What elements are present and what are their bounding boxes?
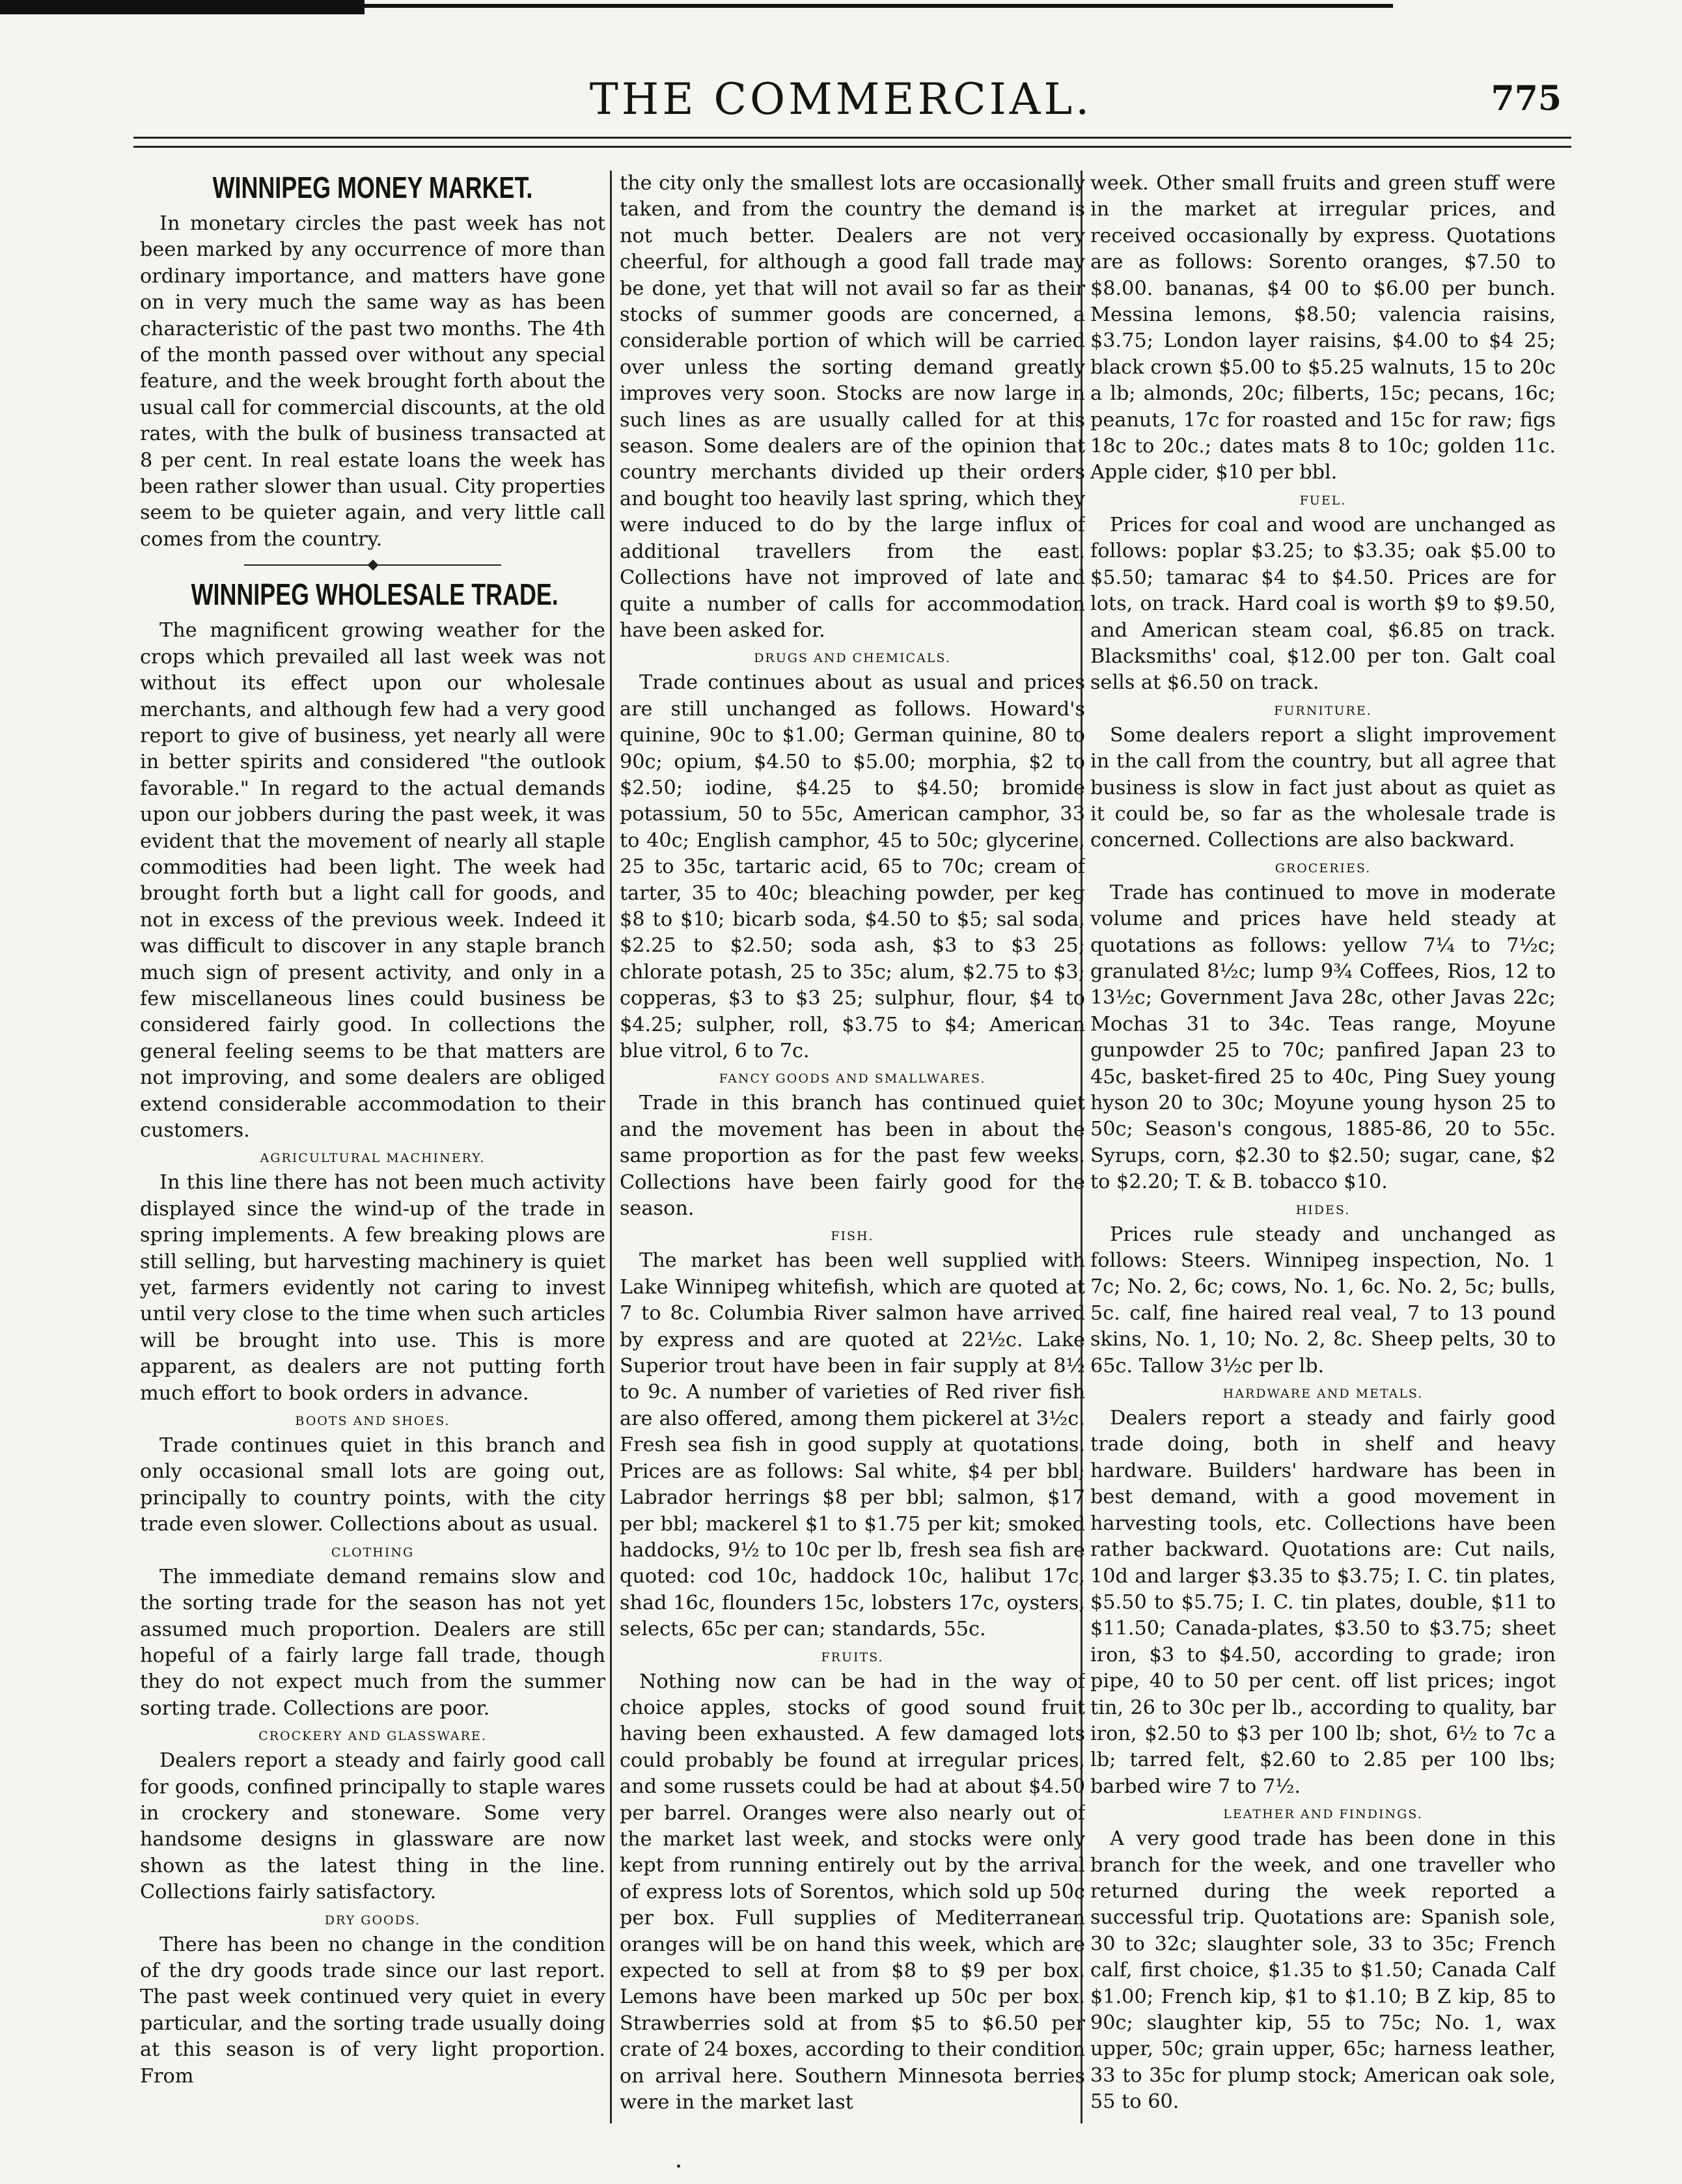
crockery-paragraph: Dealers report a steady and fairly good call for goods, confined principally to staple wares in crockery and stoneware. Some very handsome designs in glassware are now shown as the latest thing in the line. Collections fairly satisfactory. [140,1749,605,1904]
drugs-chemicals-heading: DRUGS AND CHEMICALS. [754,651,951,666]
page-number: 775 [1491,79,1562,118]
money-market-heading: WINNIPEG MONEY MARKET. [212,171,533,204]
fish-heading: FISH. [831,1229,874,1244]
header-rule-bottom [133,146,1571,148]
groceries-heading: GROCERIES. [1275,861,1372,876]
masthead-title: THE COMMERCIAL. [589,74,1093,124]
wholesale-trade-heading: WINNIPEG WHOLESALE TRADE. [191,577,558,612]
fancy-goods-paragraph: Trade in this branch has continued quiet and the movement has been in about the same proportion as for the past few weeks. Collections have been fairly good for the season. [620,1092,1085,1221]
fruits-continued-paragraph: week. Other small fruits and green stuff were in the market at irregular prices, and received occasionally by express. Quotations are as follows: Sorento oranges, $7.50 to $8.00. bananas, $4 00 to $6.00 per bunch. Messina lemons, $8.50; valencia raisins, $3.75; London layer raisins, $4.00 to $4 25; black crown $5.00 to $5.25 walnuts, 15 to 20c a lb; almonds, 20c; filberts, 15c; pecans, 16c; peanuts, 17c for roasted and 15c for raw; figs 18c to 20c.; dates mats 8 to 10c; golden 11c. Apple cider, $10 per bbl. [1090,172,1556,484]
column-1 [140,171,605,2143]
divider-diamond [367,560,378,571]
fruits-heading: FRUITS. [821,1650,884,1665]
boots-shoes-paragraph: Trade continues quiet in this branch and only occasional small lots are going out, principally to country points, with the city trade even slower. Collections about as usual. [140,1434,605,1536]
fancy-goods-heading: FANCY GOODS AND SMALLWARES. [719,1071,986,1086]
section-divider [140,553,605,577]
crockery-heading: CROCKERY AND GLASSWARE. [258,1729,487,1744]
boots-shoes-heading: BOOTS AND SHOES. [295,1414,450,1429]
money-market-paragraph: In monetary circles the past week has not been marked by any occurrence of more than ordinary importance, and matters have gone on in very much the same way as has been characteristic of the past two months. The 4th of the month passed over without any special feature, and the week brought forth about the usual call for commercial discounts, at the old rates, with the bulk of business transacted at 8 per cent. In real estate loans the week has been rather slower than usual. City properties seem to be quieter again, and very little call comes from the country. [140,212,605,551]
clothing-heading: CLOTHING [331,1545,415,1560]
groceries-paragraph: Trade has continued to move in moderate volume and prices have held steady at quotations as follows: yellow 7¼ to 7½c; granulated 8½c; lump 9¾ Coffees, Rios, 12 to 13½c; Government Java 28c, other Javas 22c; Mochas 31 to 34c. Teas range, Moyune gunpowder 25 to 70c; panfired Japan 23 to 45c, basket-fired 25 to 40c, Ping Suey young hyson 20 to 30c; Moyune young hyson 25 to 50c; Season's congous, 1885-86, 20 to 55c. Syrups, corn, $2.30 to $2.50; sugar, cane, $2 to $2.20; T. & B. tobacco $10. [1090,881,1556,1194]
header-rule-top [133,137,1571,139]
agricultural-machinery-heading: AGRICULTURAL MACHINERY. [260,1151,486,1166]
ink-speck [677,2164,680,2168]
leather-findings-paragraph: A very good trade has been done in this branch for the week, and one traveller who returned during the week reported a successful trip. Quotations are: Spanish sole, 30 to 32c; slaughter sole, 33 to 35c; French calf, first choice, $1.35 to $1.50; Canada Calf $1.00; French kip, $1 to $1.10; B Z kip, 85 to 90c; slaughter kip, 55 to 75c; No. 1, wax upper, 50c; grain upper, 65c; harness leather, 33 to 35c for plump stock; American oak sole, 55 to 60. [1090,1827,1556,2114]
furniture-heading: FURNITURE. [1274,703,1372,718]
dry-goods-heading: DRY GOODS. [324,1913,421,1928]
fruits-paragraph: Nothing now can be had in the way of choice apples, stocks of good sound fruit having been exhausted. A few damaged lots could probably be found at irregular prices, and some russets could be had at about $4.50 per barrel. Oranges were also nearly out of the market last week, and stocks were only kept from running entirely out by the arrival of express lots of Sorentos, which sold up 50c per box. Full supplies of Mediterranean oranges will be on hand this week, which are expected to sell at from $8 to $9 per box. Lemons have been marked up 50c per box. Strawberries sold at from $5 to $6.50 per crate of 24 boxes, according to their condition on arrival here. Southern Minnesota berries were in the market last [620,1670,1085,2114]
page-header [0,0,1682,169]
wholesale-trade-paragraph: The magnificent growing weather for the crops which prevailed all last week was not without its effect upon our wholesale merchants, and although few had a very good report to give of business, yet nearly all were in better spirits and considered "the outlook favorable." In regard to the actual demands upon our jobbers during the past week, it was evident that the movement of nearly all staple commodities had been light. The week had brought forth but a light call for goods, and not in excess of the previous week. Indeed it was difficult to discover in any staple branch much sign of present activity, and only in a few miscellaneous lines could business be considered fairly good. In collections the general feeling seems to be that matters are not improving, and some dealers are obliged extend considerable accommodation to their customers. [140,619,605,1142]
column-3 [1090,171,1556,2143]
fuel-paragraph: Prices for coal and wood are unchanged as follows: poplar $3.25; to $3.35; oak $5.00 to $5.50; tamarac $4 to $4.50. Prices are for lots, on track. Hard coal is worth $9 to $9.50, and American steam coal, $6.85 on track. Blacksmiths' coal, $12.00 per ton. Galt coal sells at $6.50 on track. [1090,513,1556,695]
agricultural-machinery-paragraph: In this line there has not been much activity displayed since the wind-up of the trade in spring implements. A few breaking plows are still selling, but harvesting machinery is quiet yet, farmers evidently not caring to invest until very close to the time when such articles will be brought into use. This is more apparent, as dealers are not putting forth much effort to book orders in advance. [140,1171,605,1405]
hardware-metals-heading: HARDWARE AND METALS. [1222,1387,1424,1402]
dry-goods-continued-paragraph: the city only the smallest lots are occasionally taken, and from the country the demand is not much better. Dealers are not very cheerful, for although a good fall trade may be done, yet that will not avail so far as their stocks of summer goods are concerned, a considerable portion of which will be carried over unless the sorting demand greatly improves very soon. Stocks are now large in such lines as are usually called for at this season. Some dealers are of the opinion that country merchants divided up their orders and bought too heavily last spring, which they were induced to do by the large influx of additional travellers from the east. Collections have not improved of late and quite a number of calls for accommodation have been asked for. [620,172,1085,642]
furniture-paragraph: Some dealers report a slight improvement in the call from the country, but all agree that business is slow in fact just about as quiet as it could be, so far as the wholesale trade is concerned. Collections are also backward. [1090,723,1556,852]
dry-goods-paragraph: There has been no change in the condition of the dry goods trade since our last report. The past week continued very quiet in every particular, and the sorting trade usually doing at this season is of very light proportion. From [140,1933,605,2088]
leather-findings-heading: LEATHER AND FINDINGS. [1223,1807,1423,1822]
column-rule-1 [610,171,612,2123]
fish-paragraph: The market has been well supplied with Lake Winnipeg whitefish, which are quoted at 7 to 8c. Columbia River salmon have arrived by express and are quoted at 22½c. Lake Superior trout have been in fair supply at 8½ to 9c. A number of varieties of Red river fish are also offered, among them pickerel at 3½c. Fresh sea fish in good supply at quotations. Prices are as follows: Sal white, $4 per bbl; Labrador herrings $8 per bbl; salmon, $17 per bbl; mackerel $1 to $1.75 per kit; smoked haddocks, 9½ to 10c per lb, fresh sea fish are quoted: cod 10c, haddock 10c, halibut 17c, shad 16c, flounders 15c, lobsters 17c, oysters, selects, 65c per can; standards, 55c. [620,1249,1085,1641]
hides-paragraph: Prices rule steady and unchanged as follows: Steers. Winnipeg inspection, No. 1 7c; No. 2, 6c; cows, No. 1, 6c. No. 2, 5c; bulls, 5c. calf, fine haired real veal, 7 to 13 pound skins, No. 1, 10; No. 2, 8c. Sheep pelts, 30 to 65c. Tallow 3½c per lb. [1090,1223,1556,1377]
hardware-metals-paragraph: Dealers report a steady and fairly good trade doing, both in shelf and heavy hardware. Builders' hardware has been in best demand, with a good movement in harvesting tools, etc. Collections have been rather backward. Quotations are: Cut nails, 10d and larger $3.35 to $3.75; I. C. tin plates, $5.50 to $5.75; I. C. tin plates, double, $11 to $11.50; Canada-plates, $3.50 to $3.75; sheet iron, $3 to $4.50, according to grade; iron pipe, 40 to 50 per cent. off list prices; ingot tin, 26 to 30c per lb., according to quality, bar iron, $2.50 to $3 per 100 lb; shot, 6½ to 7c a lb; tarred felt, $2.60 to 2.85 per 100 lbs; barbed wire 7 to 7½. [1090,1407,1556,1798]
fuel-heading: FUEL. [1299,493,1347,508]
column-2 [620,171,1085,2143]
clothing-paragraph: The immediate demand remains slow and the sorting trade for the season has not yet assumed much proportion. Dealers are still hopeful of a fairly large fall trade, though they do not expect much from the summer sorting trade. Collections are poor. [140,1565,605,1720]
drugs-chemicals-paragraph: Trade continues about as usual and prices are still unchanged as follows. Howard's quinine, 90c to $1.00; German quinine, 80 to 90c; opium, $4.50 to $5.00; morphia, $2 to $2.50; iodine, $4.25 to $4.50; bromide potassium, 50 to 55c, American camphor, 33 to 40c; English camphor, 45 to 50c; glycerine, 25 to 35c, tartaric acid, 65 to 70c; cream of tarter, 35 to 40c; bleaching powder, per keg $8 to $10; bicarb soda, $4.50 to $5; sal soda, $2.25 to $2.50; soda ash, $3 to $3 25; chlorate potash, 25 to 35c; alum, $2.75 to $3; copperas, $3 to $3 25; sulphur, flour, $4 to $4.25; sulpher, roll, $3.75 to $4; American blue vitrol, 6 to 7c. [620,671,1085,1062]
hides-heading: HIDES. [1295,1202,1351,1217]
